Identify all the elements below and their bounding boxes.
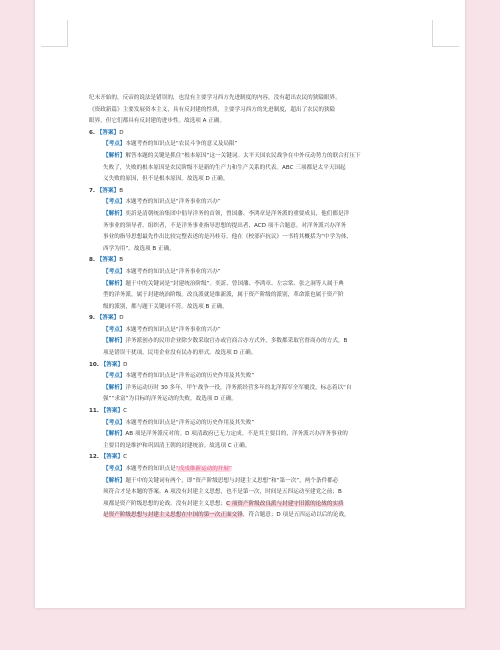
body-text: 纪末开始的，反帝的说法是错误的，也没有主要学习西方先进制度的内容，没有超出农民的狭隘眼界。 bbox=[89, 95, 341, 101]
explanation-line bbox=[89, 476, 429, 488]
body-line bbox=[89, 93, 429, 105]
highlighted-text: “戊戌维新运动的开展” bbox=[175, 466, 232, 472]
explanation-line bbox=[89, 336, 429, 348]
crop-mark-top-left bbox=[41, 20, 68, 47]
explanation-line bbox=[89, 429, 429, 441]
explanation-text: 奕訢是清朝统治集团中倡导洋务的首领，曾国藩、李鸿章是洋务派的重要成员，他们都是洋 bbox=[125, 210, 350, 217]
explanation-line bbox=[89, 348, 429, 360]
explanation-line bbox=[89, 383, 429, 395]
answer-value: C bbox=[123, 408, 127, 415]
body-text: 眼界，但它们都具有反封建的进步性。故选项 A 正确。 bbox=[89, 118, 226, 125]
explanation-line bbox=[89, 197, 429, 209]
explanation-text: 题干中的关键词是“封建统治阶级”。奕訢、曾国藩、李鸿章、左宗棠、张之洞等人属于典 bbox=[125, 280, 344, 287]
explanation-text: 洋务运动历时 30 多年，甲午战争一役，洋务派经营多年的北洋海军全军覆没，标志着以“自 bbox=[125, 384, 352, 391]
highlighted-text: C 项资产阶级改良派与封建守旧派的论战的实质 bbox=[226, 500, 344, 507]
explanation-text: 本题考查的知识点是“洋务事业的兴办” bbox=[125, 199, 221, 206]
highlighted-text: 是资产阶级思想与封建主义思想在中国的第一次正面交锋 bbox=[103, 512, 243, 519]
explanation-text: 本题考查的知识点是“洋务运动的历史作用及其失败” bbox=[125, 419, 255, 426]
crop-mark-top-right bbox=[432, 20, 459, 47]
section-tag: 【解析】 bbox=[103, 384, 126, 391]
explanation-line bbox=[89, 464, 429, 476]
explanation-text: 本题考查的知识点是 bbox=[125, 466, 176, 472]
explanation-text: 题干中的关键词有两个，即“资产阶级思想与封建主义思想”和“第一次”，两个条件都必 bbox=[125, 477, 339, 484]
explanation-line bbox=[89, 302, 429, 314]
explanation-text: 须符合才是本题的答案。A 项没有封建主义思想，也不是第一次，时间是五四运动至建党之前；B bbox=[103, 489, 342, 496]
question-number: 7. bbox=[89, 187, 96, 194]
explanation-text: 失败了，失败的根本原因是农民阶级不是新的生产力和生产关系的代表。ABC 三项都是太平天国起 bbox=[103, 164, 346, 171]
answer-value: D bbox=[123, 361, 128, 368]
answer-line bbox=[89, 186, 429, 198]
answer-tag: 【答案】 bbox=[96, 257, 120, 264]
explanation-text: 项是错误干扰项，民用企业没有民办的形式。故选项 D 正确。 bbox=[103, 350, 257, 357]
explanation-line bbox=[89, 151, 429, 163]
answer-value: B bbox=[119, 257, 124, 264]
question-number: 11. bbox=[89, 408, 99, 415]
question-number: 12. bbox=[89, 454, 99, 461]
section-tag: 【解析】 bbox=[103, 210, 126, 217]
question-number: 10. bbox=[89, 361, 99, 368]
question-number: 9. bbox=[89, 315, 96, 322]
answer-line bbox=[89, 255, 429, 267]
explanation-text: AB 项是洋务派反对的。D 项清政府已无力定成。不是其主要目的，洋务派兴办洋务事业的 bbox=[125, 431, 348, 438]
explanation-line bbox=[89, 325, 429, 337]
explanation-line bbox=[89, 510, 429, 522]
body-line bbox=[89, 116, 429, 128]
explanation-line bbox=[89, 244, 429, 256]
section-tag: 【考点】 bbox=[103, 268, 126, 275]
explanation-line bbox=[89, 394, 429, 406]
explanation-line bbox=[89, 487, 429, 499]
explanation-text: 解答本题的关键是抓住“根本原因”这一关键词。太平天国农民战争在中外反动势力的联合打压下 bbox=[125, 152, 361, 159]
explanation-line bbox=[89, 418, 429, 430]
explanation-line bbox=[89, 221, 429, 233]
explanation-text: 级的派别，都与题干关键词不符。故选项 B 正确。 bbox=[103, 303, 228, 310]
answer-value: D bbox=[119, 315, 124, 322]
document-page bbox=[35, 0, 465, 608]
explanation-text: 本题考查的知识点是“农民斗争的意义及局限” bbox=[125, 141, 238, 148]
explanation-text: 本题考查的知识点是“洋务事业的兴办” bbox=[125, 268, 221, 275]
explanation-text: 洋务派创办的民用企业除少数采取官办或官商合办方式外，多数都采取官督商办的方式，B bbox=[125, 338, 348, 345]
answer-tag: 【答案】 bbox=[96, 129, 120, 136]
body-text: 《资政新篇》主要发展资本主义，具有反封建的性质，主要学习西方的先进制度，超出了农民的狭隘 bbox=[89, 106, 336, 113]
explanation-text: 西学为用”。故选项 B 正确。 bbox=[103, 245, 175, 252]
explanation-text: 务事业的领导者、组织者，不是洋务事业指导思想的提出者，ACD 项不合题意。对洋务派兴办洋务 bbox=[103, 222, 347, 229]
section-tag: 【考点】 bbox=[103, 199, 126, 206]
answer-line bbox=[89, 313, 429, 325]
section-tag: 【考点】 bbox=[103, 419, 126, 426]
explanation-line bbox=[89, 371, 429, 383]
answer-tag: 【答案】 bbox=[96, 315, 120, 322]
question-number: 8. bbox=[89, 257, 96, 264]
explanation-line bbox=[89, 232, 429, 244]
explanation-text: 主要目的是维护和巩固清王朝的封建统治。故选项 C 正确。 bbox=[103, 442, 251, 449]
explanation-line bbox=[89, 267, 429, 279]
question-number: 6. bbox=[89, 129, 96, 136]
answer-explanations bbox=[89, 93, 429, 522]
explanation-line bbox=[89, 163, 429, 175]
section-tag: 【解析】 bbox=[103, 152, 126, 159]
body-line bbox=[89, 105, 429, 117]
answer-line bbox=[89, 452, 429, 464]
explanation-text: ，符合题意；D 项是五四运动以后的论战， bbox=[242, 512, 350, 519]
answer-tag: 【答案】 bbox=[100, 361, 124, 368]
explanation-text: 本题考查的知识点是“洋务运动的历史作用及其失败” bbox=[125, 373, 255, 380]
answer-value: C bbox=[123, 454, 127, 461]
answer-line bbox=[89, 128, 429, 140]
section-tag: 【解析】 bbox=[103, 477, 126, 484]
explanation-text: 型的洋务派，属于封建统治阶级。改良派就是维新派，属于资产阶级的派别，革命派也属于资产阶 bbox=[103, 292, 344, 299]
answer-line bbox=[89, 406, 429, 418]
answer-line bbox=[89, 360, 429, 372]
explanation-text: 义失败的原因，但不是根本原因。故选项 D 正确。 bbox=[103, 176, 229, 183]
section-tag: 【解析】 bbox=[103, 431, 126, 438]
section-tag: 【解析】 bbox=[103, 338, 126, 345]
answer-tag: 【答案】 bbox=[100, 408, 124, 415]
explanation-line bbox=[89, 139, 429, 151]
explanation-text: 本题考查的知识点是“洋务事业的兴办” bbox=[125, 326, 221, 333]
section-tag: 【解析】 bbox=[103, 280, 126, 287]
section-tag: 【考点】 bbox=[103, 373, 126, 380]
answer-value: B bbox=[119, 187, 124, 194]
answer-value: D bbox=[119, 129, 124, 136]
explanation-text: 项都是资产阶级思想的论战，没有封建主义思想； bbox=[103, 500, 227, 507]
answer-tag: 【答案】 bbox=[96, 187, 120, 194]
explanation-line bbox=[89, 174, 429, 186]
explanation-text: 强”“求富”为目标的洋务运动的失败。故选项 D 正确。 bbox=[103, 396, 238, 403]
answer-tag: 【答案】 bbox=[100, 454, 124, 461]
explanation-text: 事业的指导思想最先作出比较完整表述的是冯桂芬。他在《校邠庐抗议》一书将其概括为“中学为体， bbox=[103, 234, 353, 241]
explanation-line bbox=[89, 290, 429, 302]
explanation-line bbox=[89, 279, 429, 291]
section-tag: 【考点】 bbox=[103, 141, 126, 148]
section-tag: 【考点】 bbox=[103, 326, 126, 333]
explanation-line bbox=[89, 441, 429, 453]
explanation-line bbox=[89, 499, 429, 511]
explanation-line bbox=[89, 209, 429, 221]
section-tag: 【考点】 bbox=[103, 466, 126, 472]
